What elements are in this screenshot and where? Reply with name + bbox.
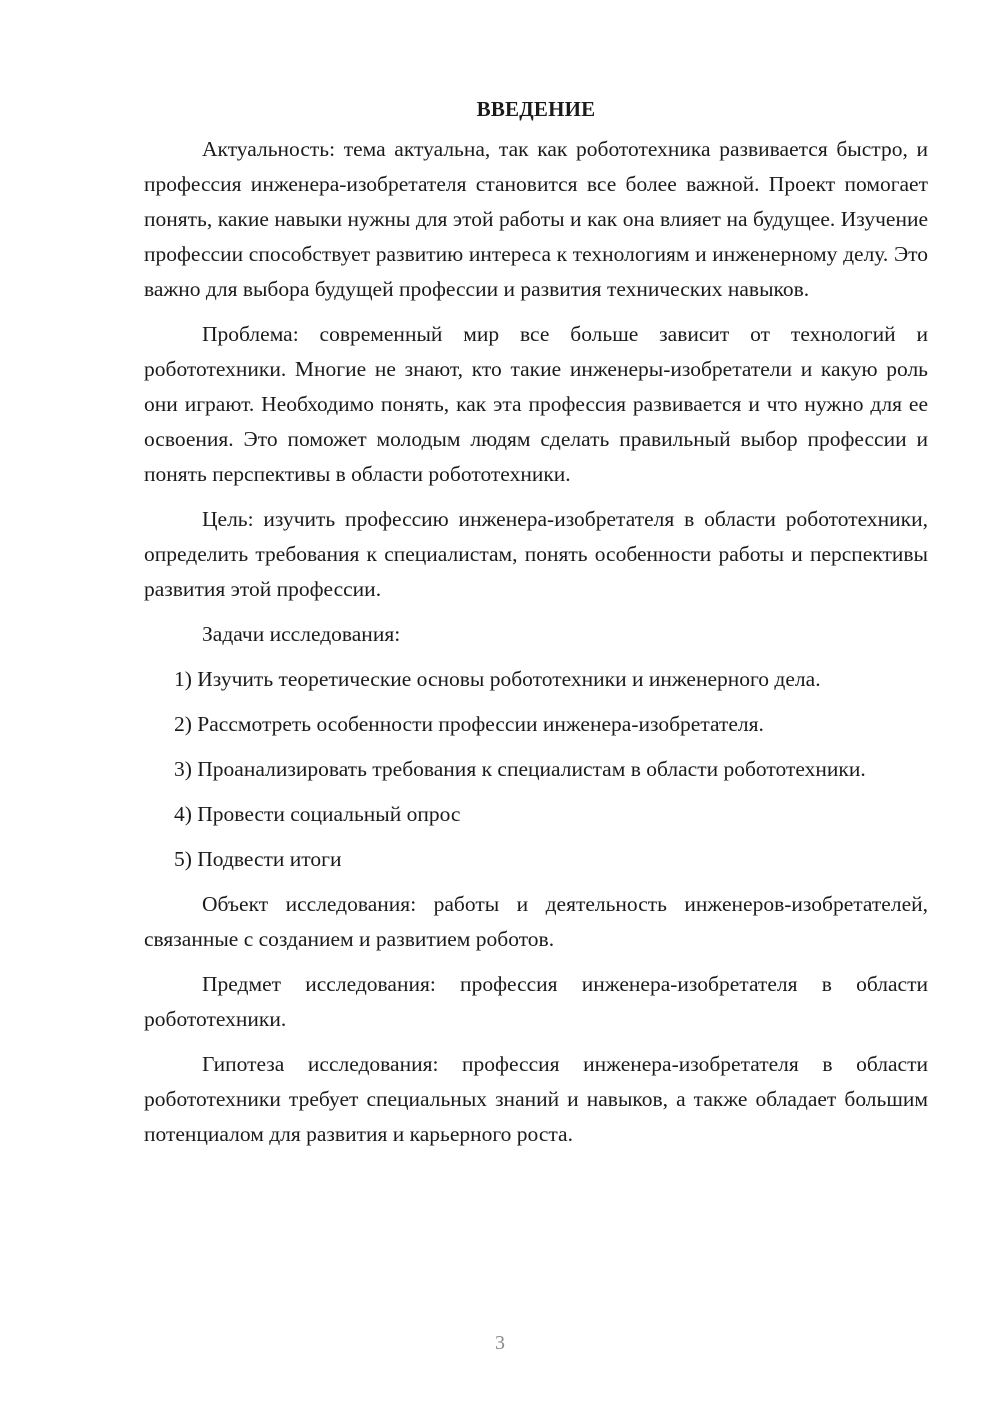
document-page [144, 92, 928, 1162]
paragraph-goal: Цель: изучить профессию инженера-изобретателя в области робототехники, определить требования к специалистам, понять особенности работы и перспективы развития этой профессии. [144, 507, 928, 601]
paragraph-relevance: Актуальность: тема актуальна, так как робототехника развивается быстро, и профессия инженера-изобретателя становится все более важной. Проект помогает понять, какие навыки нужны для этой работы и как она влияет на будущее. Изучение профессии способствует развитию интереса к технологиям и инженерному делу. Это важно для выбора будущей профессии и развития технических навыков. [144, 137, 928, 301]
page-number: 3 [495, 1332, 505, 1354]
page-title: ВВЕДЕНИЕ [476, 97, 596, 121]
paragraph-problem: Проблема: современный мир все больше зависит от технологий и робототехники. Многие не знают, кто такие инженеры-изобретатели и какую роль они играют. Необходимо понять, как эта профессия развивается и что нужно для ее освоения. Это поможет молодым людям сделать правильный выбор профессии и понять перспективы в области робототехники. [144, 322, 928, 486]
task-item-1: 1) Изучить теоретические основы робототехники и инженерного дела. [174, 667, 821, 691]
task-item-4: 4) Провести социальный опрос [174, 802, 461, 826]
paragraph-subject: Предмет исследования: профессия инженера-изобретателя в области робототехники. [144, 972, 928, 1031]
task-item-2: 2) Рассмотреть особенности профессии инженера-изобретателя. [174, 712, 764, 736]
task-item-3: 3) Проанализировать требования к специалистам в области робототехники. [174, 757, 866, 781]
paragraph-hypothesis: Гипотеза исследования: профессия инженера-изобретателя в области робототехники требует специальных знаний и навыков, а также обладает большим потенциалом для развития и карьерного роста. [144, 1052, 928, 1146]
paragraph-object: Объект исследования: работы и деятельность инженеров-изобретателей, связанные с созданием и развитием роботов. [144, 892, 928, 951]
paragraph-tasks-heading: Задачи исследования: [202, 622, 401, 646]
task-item-5: 5) Подвести итоги [174, 847, 342, 871]
